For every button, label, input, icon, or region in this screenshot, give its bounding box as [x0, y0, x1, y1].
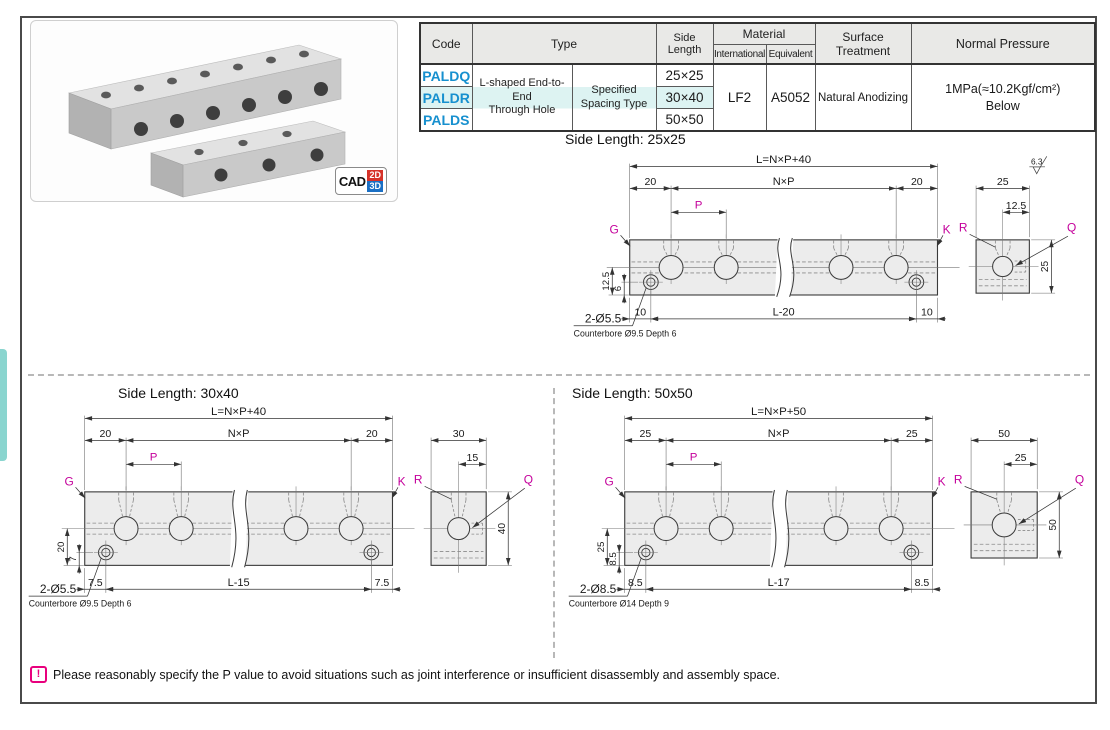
dim-label: 40: [497, 522, 509, 535]
spec-table: [419, 22, 1096, 132]
front-view: [29, 406, 415, 609]
type-line2: Through Hole: [488, 104, 556, 117]
pitch-label: P: [149, 451, 158, 464]
port-label-k: K: [397, 474, 406, 489]
page-edge-tab: [0, 349, 7, 461]
col-header-code: Code: [420, 23, 472, 64]
front-view: [574, 154, 960, 338]
surface-finish-symbol: [1029, 156, 1046, 173]
part-code-palds[interactable]: PALDS: [420, 109, 472, 132]
dim-label: 7: [68, 556, 80, 562]
col-header-normal-pressure: Normal Pressure: [911, 23, 1095, 64]
port-label-g: G: [64, 474, 74, 489]
dim-label: N×P: [767, 428, 790, 441]
section-title-30x40: Side Length: 30x40: [118, 385, 239, 401]
section-title-25x25: Side Length: 25x25: [565, 131, 686, 147]
part-code-paldq[interactable]: PALDQ: [420, 64, 472, 87]
end-view: [414, 428, 533, 573]
dim-label: L=N×P+40: [756, 154, 812, 167]
dim-label: N×P: [772, 176, 795, 189]
cad-badge-label: CAD: [338, 173, 366, 189]
port-label-k: K: [937, 474, 946, 489]
dim-label: L=N×P+40: [211, 406, 267, 419]
dim-label: 7.5: [87, 577, 103, 590]
cad-badge[interactable]: [335, 167, 387, 195]
port-label-q: Q: [1074, 472, 1085, 487]
port-label-r: R: [413, 472, 423, 487]
engineering-drawing: [570, 148, 1090, 343]
dim-label: L=N×P+50: [751, 406, 807, 419]
col-header-international: International: [713, 45, 766, 65]
engineering-drawing: [565, 400, 1085, 615]
type-cell-through-hole: [472, 64, 572, 131]
col-header-side-length: Side Length: [656, 23, 713, 64]
dim-label: 12.5: [1005, 200, 1027, 213]
port-label-r: R: [953, 472, 963, 487]
section-title-50x50: Side Length: 50x50: [572, 385, 693, 401]
col-header-surface-treatment: Surface Treatment: [815, 23, 911, 64]
dim-label: 12.5: [601, 271, 613, 291]
port-label-q: Q: [1066, 220, 1077, 235]
dim-label: 15: [466, 452, 479, 465]
pitch-label: P: [694, 199, 703, 212]
side-length-30x40: 30×40: [656, 87, 713, 109]
port-label-g: G: [609, 222, 619, 237]
surface-treatment-value: Natural Anodizing: [815, 64, 911, 131]
exclamation-icon: !: [30, 666, 47, 683]
engineering-drawing: [25, 400, 545, 615]
port-label-k: K: [942, 222, 951, 237]
product-photo: [30, 20, 398, 202]
dim-label: 10: [634, 306, 647, 319]
dim-label: 20: [365, 428, 378, 441]
material-equivalent-value: A5052: [766, 64, 815, 131]
drawing-25x25: [570, 148, 1090, 343]
cad-3d-icon[interactable]: 3D: [369, 181, 381, 191]
dim-label: L-17: [767, 577, 790, 590]
hole-callout: 2-Ø5.5: [39, 581, 77, 596]
col-header-type: Type: [472, 23, 656, 64]
caution-note: [30, 666, 780, 683]
dim-label: N×P: [227, 428, 250, 441]
dim-label: 7.5: [374, 577, 390, 590]
type-cell-spacing: Specified Spacing Type: [572, 64, 656, 131]
dim-label: 20: [99, 428, 112, 441]
hole-callout: 2-Ø5.5: [584, 311, 622, 326]
vertical-divider: [553, 388, 555, 658]
dim-label: L-20: [772, 306, 795, 319]
dim-label: 50: [998, 428, 1011, 441]
material-international-value: LF2: [713, 64, 766, 131]
table-row: [420, 64, 1095, 87]
dim-label: 25: [996, 176, 1009, 189]
port-label-r: R: [958, 220, 968, 235]
side-length-50x50: 50×50: [656, 109, 713, 132]
end-view: [959, 176, 1076, 300]
dim-label: L-15: [227, 577, 250, 590]
counterbore-note: Counterbore Ø9.5 Depth 6: [28, 598, 132, 609]
type-line1: L-shaped End-to-End: [479, 76, 565, 103]
pitch-label: P: [689, 451, 698, 464]
port-label-g: G: [604, 474, 614, 489]
dim-label: 25: [596, 541, 608, 553]
dim-label: 20: [56, 541, 68, 553]
dim-label: 50: [1048, 519, 1060, 531]
part-code-paldr[interactable]: PALDR: [420, 87, 472, 109]
dim-label: 30: [452, 428, 465, 441]
front-view: [569, 406, 955, 609]
dim-label: 8.5: [914, 577, 930, 590]
pressure-line1: 1MPa(≈10.2Kgf/cm²): [945, 81, 1061, 96]
counterbore-note: Counterbore Ø14 Depth 9: [568, 598, 670, 609]
port-label-q: Q: [523, 472, 534, 487]
side-length-25x25: 25×25: [656, 64, 713, 87]
dim-label: 20: [910, 176, 923, 189]
dim-label: 8.5: [627, 577, 643, 590]
hole-callout: 2-Ø8.5: [579, 581, 617, 596]
pressure-line2: Below: [985, 98, 1020, 113]
dim-label: 8.5: [608, 552, 620, 566]
dim-label: 25: [905, 428, 918, 441]
dim-label: 25: [1040, 260, 1052, 273]
col-header-material: Material: [713, 23, 815, 45]
dim-label: 25: [1014, 452, 1027, 465]
dim-label: 10: [921, 306, 933, 319]
dim-label: 6: [612, 285, 624, 292]
end-view: [954, 428, 1084, 565]
dim-label: 25: [639, 428, 652, 441]
finish-value: 6.3: [1030, 157, 1043, 167]
counterbore-note: Counterbore Ø9.5 Depth 6: [573, 328, 677, 339]
cad-2d-icon[interactable]: 2D: [369, 170, 381, 180]
col-header-equivalent: Equivalent: [766, 45, 815, 65]
caution-note-text: Please reasonably specify the P value to avoid situations such as joint interference or insufficient disassembly and assembly space.: [53, 667, 781, 682]
horizontal-divider: [28, 374, 1090, 376]
drawing-30x40: [25, 400, 545, 615]
drawing-50x50: [565, 400, 1085, 615]
dim-label: 20: [644, 176, 657, 189]
normal-pressure-value: [911, 64, 1095, 131]
